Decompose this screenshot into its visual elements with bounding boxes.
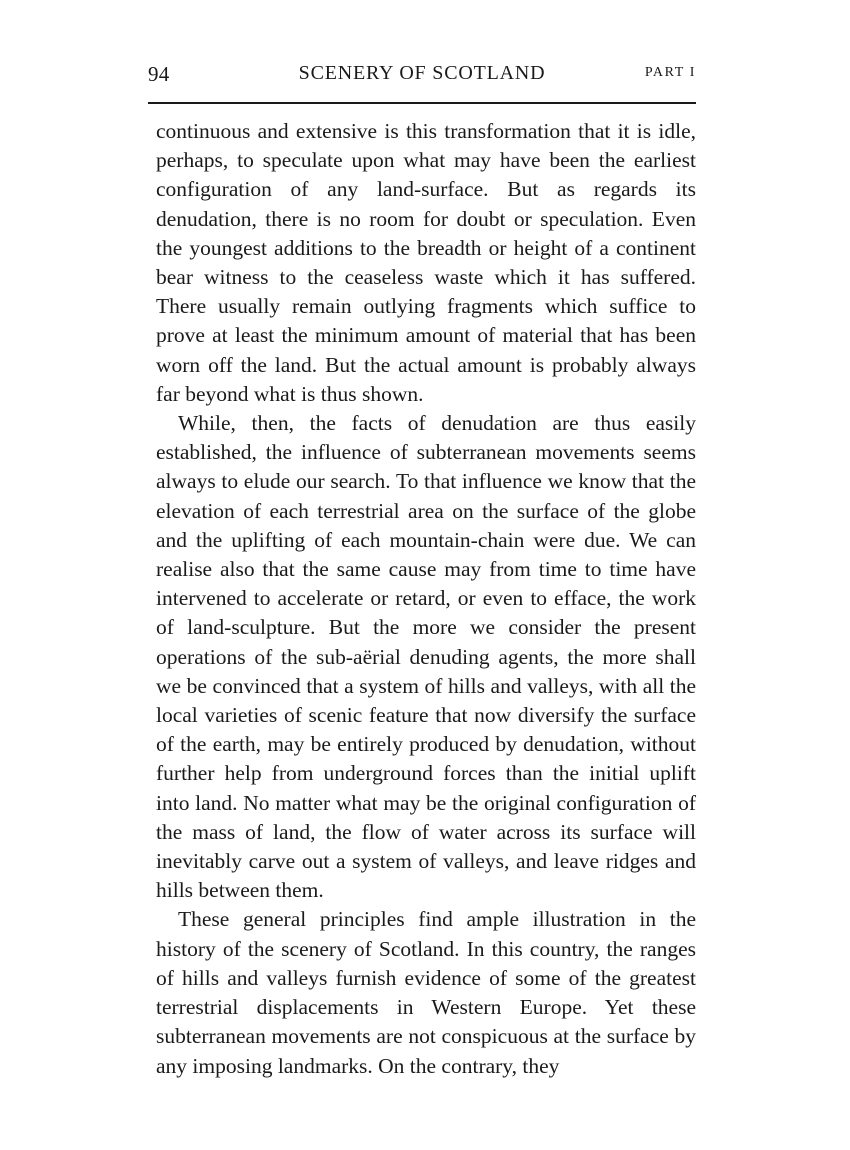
body-text [156, 117, 696, 1081]
paragraph-1: continuous and extensive is this transformation that it is idle, perhaps, to speculate upon what may have been the earliest configuration of any land-surface. But as regards its denudation, there is no room for doubt or speculation. Even the youngest additions to the breadth or height of a continent bear witness to the ceaseless waste which it has suffered. There usually remain outlying fragments which suffice to prove at least the minimum amount of material that has been worn off the land. But the actual amount is probably always far beyond what is thus shown. [156, 119, 696, 406]
part-label: PART I [644, 65, 696, 80]
paragraph-2: While, then, the facts of denudation are thus easily established, the influence of subterranean movements seems always to elude our search. To that influence we know that the elevation of each terrestrial area on the surface of the globe and the uplifting of each mountain-chain were due. We can realise also that the same cause may from time to time have intervened to accelerate or retard, or even to efface, the work of land-sculpture. But the more we consider the present operations of the sub-aërial denuding agents, the more shall we be convinced that a system of hills and valleys, with all the local varieties of scenic feature that now diversify the surface of the earth, may be entirely produced by denudation, without further help from underground forces than the initial uplift into land. No matter what may be the original configuration of the mass of land, the flow of water across its surface will inevitably carve out a system of valleys, and leave ridges and hills between them. [156, 411, 696, 903]
page-header [148, 62, 696, 92]
paragraph-3: These general principles find ample illustration in the history of the scenery of Scotland. In this country, the ranges of hills and valleys furnish evidence of some of the greatest terrestrial displacements in Western Europe. Yet these subterranean movements are not conspicuous at the surface by any imposing landmarks. On the contrary, they [156, 907, 696, 1078]
page-number: 94 [148, 62, 170, 86]
header-rule [148, 102, 696, 104]
running-title: SCENERY OF SCOTLAND [298, 62, 546, 84]
